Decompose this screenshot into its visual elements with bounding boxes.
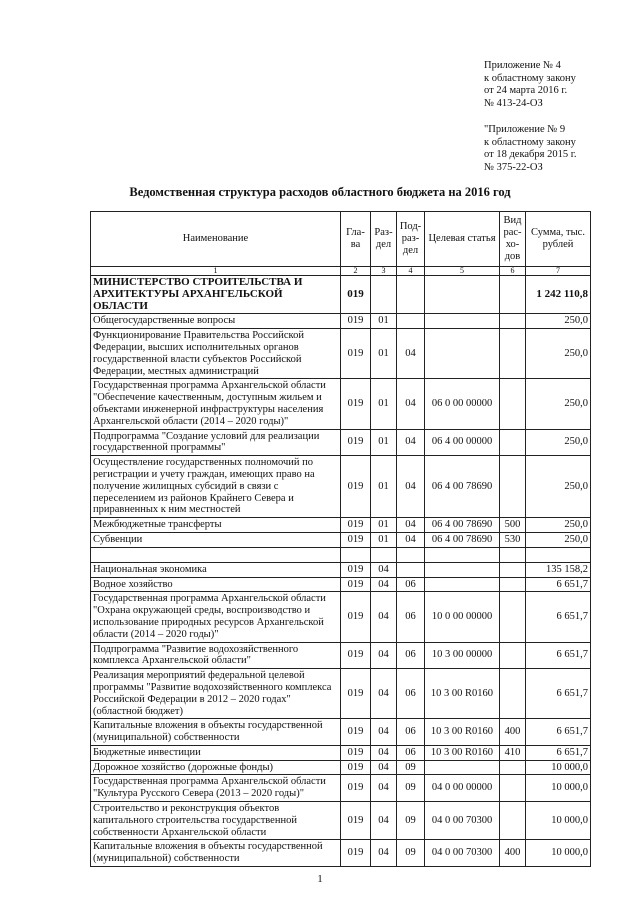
table-row-empty [91,547,591,562]
cell-chapter: 019 [341,429,371,456]
cell-target [425,329,500,379]
cell-subsection: 04 [397,518,425,533]
header-amount: Сумма, тыс. рублей [526,212,591,267]
cell-target: 04 0 00 70300 [425,802,500,840]
appendix-line: "Приложение № 9 [484,124,566,135]
table-body [91,276,591,867]
cell-chapter: 019 [341,379,371,429]
table-row [91,329,591,379]
cell-name: Национальная экономика [91,562,341,577]
cell-section: 01 [371,429,397,456]
header-expense-type: Вид рас-хо-дов [500,212,526,267]
table-row [91,802,591,840]
cell-subsection [397,562,425,577]
appendix-line: от 24 марта 2016 г. [484,85,568,96]
cell-name: Осуществление государственных полномочий по регистрации и учету граждан, имеющих право на получение жилищных субсидий в связи с переселением из районов Крайнего Севера и приравненных к ним местностей [91,456,341,518]
cell-section: 01 [371,532,397,547]
cell-section: 04 [371,802,397,840]
cell-name: Субвенции [91,532,341,547]
cell-subsection: 06 [397,719,425,746]
table-row [91,276,591,314]
cell-section: 04 [371,577,397,592]
cell-name [91,547,341,562]
table-row [91,669,591,719]
cell-amount: 10 000,0 [526,760,591,775]
cell-target: 06 4 00 78690 [425,518,500,533]
cell-name: Капитальные вложения в объекты государственной (муниципальной) собственности [91,840,341,867]
cell-expense-type [500,429,526,456]
cell-expense-type: 530 [500,532,526,547]
table-row [91,719,591,746]
cell-amount: 6 651,7 [526,745,591,760]
cell-expense-type [500,547,526,562]
table-row [91,642,591,669]
cell-expense-type [500,775,526,802]
cell-chapter [341,547,371,562]
cell-amount: 250,0 [526,518,591,533]
cell-target: 04 0 00 70300 [425,840,500,867]
column-number-row [91,267,591,276]
table-row [91,775,591,802]
cell-chapter: 019 [341,669,371,719]
cell-amount: 6 651,7 [526,577,591,592]
cell-subsection [397,314,425,329]
cell-amount: 6 651,7 [526,592,591,642]
cell-amount: 1 242 110,8 [526,276,591,314]
cell-section: 04 [371,669,397,719]
cell-target: 06 4 00 78690 [425,456,500,518]
table-header-row [91,212,591,267]
cell-target [425,547,500,562]
cell-target: 04 0 00 00000 [425,775,500,802]
cell-name: Водное хозяйство [91,577,341,592]
cell-target [425,314,500,329]
cell-expense-type [500,276,526,314]
cell-subsection: 06 [397,669,425,719]
cell-subsection: 06 [397,592,425,642]
cell-subsection: 04 [397,329,425,379]
cell-target: 10 3 00 R0160 [425,719,500,746]
cell-section: 04 [371,642,397,669]
cell-amount: 135 158,2 [526,562,591,577]
cell-amount: 250,0 [526,314,591,329]
cell-target: 10 3 00 00000 [425,642,500,669]
cell-subsection: 04 [397,379,425,429]
cell-subsection: 06 [397,745,425,760]
cell-section: 04 [371,840,397,867]
cell-subsection: 04 [397,429,425,456]
cell-subsection: 06 [397,642,425,669]
cell-subsection: 09 [397,840,425,867]
header-subsection: Под-раз-дел [397,212,425,267]
column-number: 7 [526,267,591,276]
cell-subsection: 04 [397,456,425,518]
cell-chapter: 019 [341,840,371,867]
column-number: 2 [341,267,371,276]
cell-amount [526,547,591,562]
cell-target [425,276,500,314]
cell-expense-type [500,456,526,518]
table-row [91,760,591,775]
cell-target: 06 4 00 00000 [425,429,500,456]
cell-name: Государственная программа Архангельской области "Культура Русского Севера (2013 – 2020 годы)" [91,775,341,802]
cell-section: 01 [371,456,397,518]
table-row [91,592,591,642]
cell-expense-type [500,669,526,719]
cell-chapter: 019 [341,745,371,760]
table-row [91,518,591,533]
cell-name: Дорожное хозяйство (дорожные фонды) [91,760,341,775]
cell-expense-type [500,379,526,429]
cell-section: 04 [371,719,397,746]
cell-section: 04 [371,760,397,775]
table-row [91,379,591,429]
cell-name: Государственная программа Архангельской области "Обеспечение качественным, доступным жильем и объектами инженерной инфраструктуры населения Архангельской области (2014 – 2020 годы)" [91,379,341,429]
cell-subsection: 06 [397,577,425,592]
cell-chapter: 019 [341,577,371,592]
table-row [91,456,591,518]
page-number: 1 [317,873,323,885]
cell-expense-type: 400 [500,719,526,746]
cell-chapter: 019 [341,592,371,642]
table-row [91,314,591,329]
document-title: Ведомственная структура расходов областного бюджета на 2016 год [129,185,511,199]
column-number: 1 [91,267,341,276]
cell-amount: 250,0 [526,379,591,429]
cell-section [371,547,397,562]
cell-expense-type [500,642,526,669]
column-number: 4 [397,267,425,276]
cell-section: 01 [371,329,397,379]
cell-expense-type [500,802,526,840]
cell-target: 10 0 00 00000 [425,592,500,642]
cell-section: 01 [371,379,397,429]
cell-section: 01 [371,314,397,329]
cell-name: Общегосударственные вопросы [91,314,341,329]
table-row [91,429,591,456]
cell-subsection: 09 [397,760,425,775]
table-row [91,840,591,867]
cell-target [425,577,500,592]
cell-chapter: 019 [341,456,371,518]
cell-section: 04 [371,745,397,760]
cell-name: Капитальные вложения в объекты государственной (муниципальной) собственности [91,719,341,746]
cell-amount: 10 000,0 [526,840,591,867]
column-number: 5 [425,267,500,276]
cell-amount: 250,0 [526,329,591,379]
cell-name: МИНИСТЕРСТВО СТРОИТЕЛЬСТВА И АРХИТЕКТУРЫ АРХАНГЕЛЬСКОЙ ОБЛАСТИ [91,276,341,314]
cell-expense-type [500,577,526,592]
cell-section: 04 [371,562,397,577]
appendix-note [484,60,576,110]
appendix-line: № 413-24-ОЗ [484,97,543,109]
cell-amount: 6 651,7 [526,669,591,719]
cell-chapter: 019 [341,276,371,314]
cell-expense-type: 410 [500,745,526,760]
column-number: 3 [371,267,397,276]
table-row [91,532,591,547]
cell-name: Строительство и реконструкция объектов капитального строительства государственной собственности Архангельской области [91,802,341,840]
column-number: 6 [500,267,526,276]
cell-subsection [397,547,425,562]
appendix-line: № 375-22-ОЗ [484,161,543,173]
cell-amount: 250,0 [526,456,591,518]
cell-target [425,760,500,775]
table-row [91,745,591,760]
cell-chapter: 019 [341,802,371,840]
cell-section: 01 [371,518,397,533]
header-chapter: Гла-ва [341,212,371,267]
cell-chapter: 019 [341,329,371,379]
cell-amount: 250,0 [526,429,591,456]
cell-name: Функционирование Правительства Российской Федерации, высших исполнительных органов государственной власти субъектов Российской Федерации, местных администраций [91,329,341,379]
cell-chapter: 019 [341,760,371,775]
appendix-line: Приложение № 4 [484,60,561,71]
header-section: Раз-дел [371,212,397,267]
cell-chapter: 019 [341,719,371,746]
cell-amount: 10 000,0 [526,775,591,802]
cell-amount: 6 651,7 [526,719,591,746]
cell-chapter: 019 [341,775,371,802]
cell-chapter: 019 [341,532,371,547]
cell-expense-type: 400 [500,840,526,867]
header-target: Целевая статья [425,212,500,267]
cell-amount: 250,0 [526,532,591,547]
cell-name: Государственная программа Архангельской области "Охрана окружающей среды, воспроизводство и использование природных ресурсов Архангельской области (2014 – 2020 годы)" [91,592,341,642]
cell-chapter: 019 [341,518,371,533]
cell-expense-type [500,592,526,642]
cell-chapter: 019 [341,642,371,669]
appendix-line: к областному закону [484,136,576,148]
table-row [91,577,591,592]
table-row [91,562,591,577]
header-name: Наименование [91,212,341,267]
cell-chapter: 019 [341,562,371,577]
cell-name: Межбюджетные трансферты [91,518,341,533]
cell-chapter: 019 [341,314,371,329]
cell-expense-type [500,314,526,329]
cell-section: 04 [371,592,397,642]
cell-name: Подпрограмма "Развитие водохозяйственного комплекса Архангельской области" [91,642,341,669]
cell-subsection: 09 [397,775,425,802]
cell-subsection [397,276,425,314]
cell-amount: 6 651,7 [526,642,591,669]
cell-target [425,562,500,577]
cell-amount: 10 000,0 [526,802,591,840]
appendix-quoted-note [484,124,576,174]
cell-name: Реализация мероприятий федеральной целевой программы "Развитие водохозяйственного комплекса Российской Федерации в 2012 – 2020 годах" (областной бюджет) [91,669,341,719]
cell-section: 04 [371,775,397,802]
cell-target: 10 3 00 R0160 [425,745,500,760]
cell-name: Бюджетные инвестиции [91,745,341,760]
appendix-line: к областному закону [484,72,576,84]
cell-target: 06 4 00 78690 [425,532,500,547]
cell-name: Подпрограмма "Создание условий для реализации государственной программы" [91,429,341,456]
cell-target: 10 3 00 R0160 [425,669,500,719]
cell-section [371,276,397,314]
budget-table [90,211,591,867]
cell-expense-type [500,329,526,379]
cell-subsection: 04 [397,532,425,547]
cell-target: 06 0 00 00000 [425,379,500,429]
cell-subsection: 09 [397,802,425,840]
cell-expense-type [500,562,526,577]
appendix-line: от 18 декабря 2015 г. [484,149,577,160]
cell-expense-type [500,760,526,775]
cell-expense-type: 500 [500,518,526,533]
